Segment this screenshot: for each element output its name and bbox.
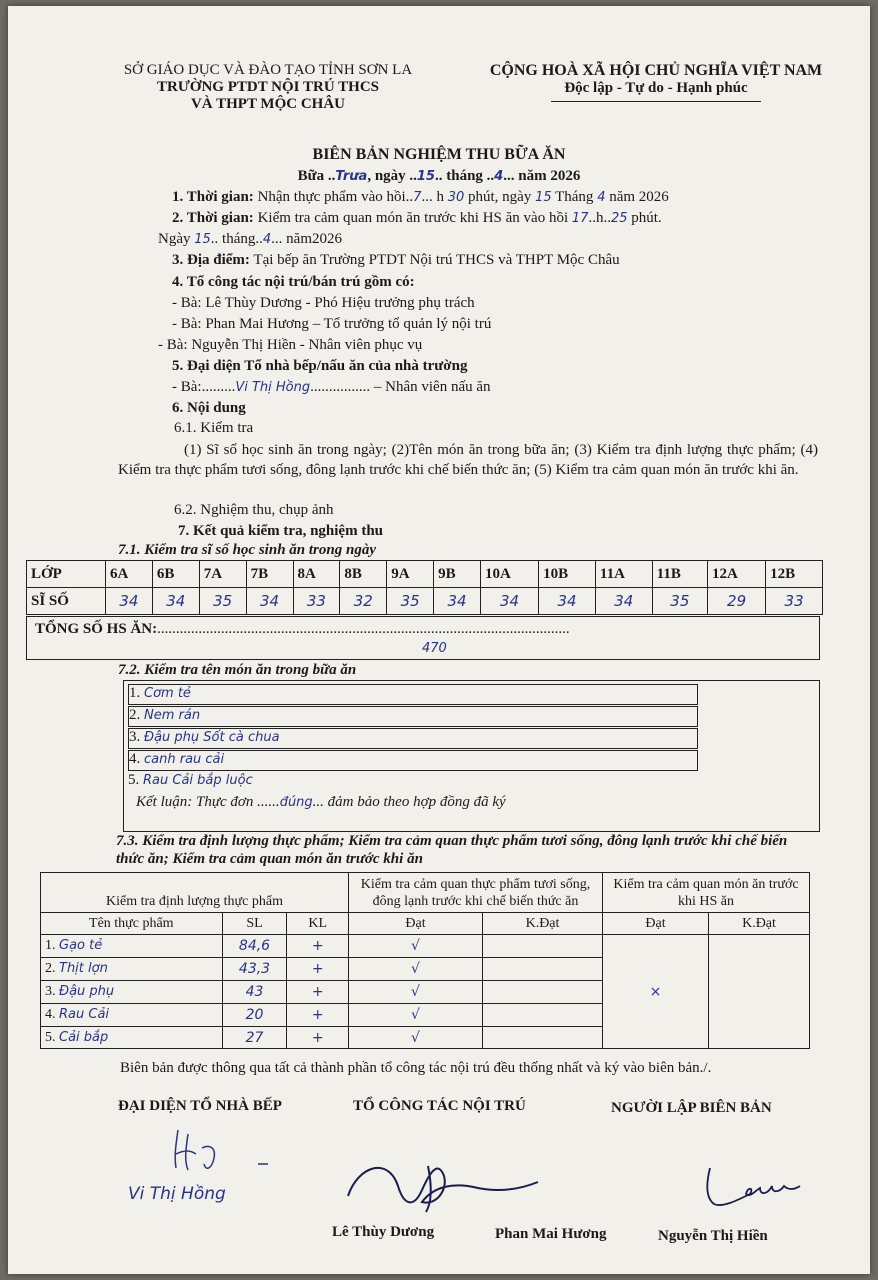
count-cell: 34 [246,588,293,615]
section-5-label: 5. Đại diện Tổ nhà bếp/nấu ăn của nhà trường [172,358,468,374]
food-row [41,935,810,958]
food-kl: + [287,1027,349,1049]
count-cell: 29 [708,588,766,615]
section-1-day: 15 [535,190,552,205]
document-page [8,6,870,1274]
member-3: - Bà: Nguyễn Thị Hiền - Nhân viên phục vụ [158,337,423,353]
food-kdat [483,1027,603,1049]
recorder-sign-title: NGƯỜI LẬP BIÊN BẢN [611,1100,772,1116]
class-cell: 9B [434,561,481,588]
dish-item [128,750,698,771]
count-cell: 34 [152,588,199,615]
food-name-cell [41,981,223,1004]
food-dat: √ [349,1004,483,1027]
food-kl: + [287,1004,349,1027]
siso-label: SĨ SỐ [27,588,106,615]
food-name: Cải bắp [59,1029,109,1045]
food-sl: 43,3 [222,958,287,981]
class-cell: 7B [246,561,293,588]
food-num: 1. [45,938,56,953]
section-2-t3: phút. [627,210,662,226]
class-cell: 10A [481,561,539,588]
section-2-date-c: ... năm2026 [271,231,342,247]
food-name: Gạo tẻ [59,938,103,953]
dish-item [128,728,698,749]
class-cell: 12B [766,561,823,588]
table-7-2-title: 7.2. Kiểm tra tên món ăn trong bữa ăn [118,662,357,678]
section-2-t2: ..h.. [588,210,611,226]
dish-item [128,772,698,791]
dishes-box [123,680,820,832]
col-kdat: K.Đạt [483,913,603,935]
section-2-month: 4 [262,232,272,247]
school-name-line-2: VÀ THPT MỘC CHÂU [190,96,346,112]
food-dat: √ [349,958,483,981]
table-7-1-title: 7.1. Kiểm tra sĩ số học sinh ăn trong ngày [118,542,376,558]
recorder-signer: Nguyễn Thị Hiền [658,1228,768,1244]
dish-item [128,706,698,727]
food-num: 2. [45,961,56,976]
meal-head: Kiểm tra cảm quan món ăn trước khi HS ăn [603,873,810,913]
section-1-min: 30 [447,190,465,205]
meal-date-line [8,168,870,185]
member-1: - Bà: Lê Thùy Dương - Phó Hiệu trưởng phụ trách [172,295,475,311]
kitchen-sign-title: ĐẠI DIỆN TỔ NHÀ BẾP [118,1098,282,1114]
section-1-text: Nhận thực phẩm vào hồi.. [253,189,414,205]
food-num: 5. [45,1029,56,1045]
kitchen-rep-pre: - Bà:......... [172,379,236,395]
section-2-label: 2. Thời gian: [172,210,254,226]
col-dat-2: Đạt [603,913,709,935]
national-title: CỘNG HOÀ XÃ HỘI CHỦ NGHĨA VIỆT NAM [489,62,823,79]
conclusion-post: ... đảm bảo theo hợp đồng đã ký [312,794,506,810]
conclusion-value: đúng [279,795,313,810]
recorder-signature-mark [698,1164,808,1214]
section-2-text: Kiểm tra cảm quan món ăn trước khi HS ăn vào hồi [253,210,572,226]
count-cell: 32 [340,588,387,615]
dish-num: 2. [129,707,141,723]
section-6-label: 6. Nội dung [172,400,246,416]
dish-name: Rau Cải bắp luộc [143,773,253,788]
count-cell: 35 [199,588,246,615]
dishes-list [128,684,698,791]
dish-name: Nem rán [144,708,201,723]
food-head-row-2 [41,913,810,935]
meal-mid2: .. tháng .. [435,168,495,184]
total-label [35,621,570,638]
food-kdat [483,935,603,958]
class-cell: 8A [293,561,340,588]
count-cell: 34 [481,588,539,615]
food-kl: + [287,981,349,1004]
national-motto: Độc lập - Tự do - Hạnh phúc [564,80,748,96]
menu-conclusion [136,794,506,811]
food-name-cell [41,1004,223,1027]
food-name-cell [41,958,223,981]
section-2 [172,210,662,227]
class-cell: 7A [199,561,246,588]
class-cell: 11A [595,561,652,588]
count-cell: 35 [387,588,434,615]
dish-name: Đậu phụ Sốt cà chua [144,730,280,745]
col-dat: Đạt [349,913,483,935]
section-2-min: 25 [610,211,628,226]
count-cell: 34 [539,588,596,615]
food-num: 4. [45,1007,56,1022]
agency-header [108,62,428,113]
document-title: BIÊN BẢN NGHIỆM THU BỮA ĂN [312,146,566,163]
food-name: Rau Cải [59,1007,110,1022]
class-cell: 6A [106,561,153,588]
qty-head: Kiểm tra định lượng thực phẩm [41,873,349,913]
food-kdat [483,1004,603,1027]
col-kdat-2: K.Đạt [709,913,810,935]
col-name: Tên thực phẩm [41,913,223,935]
section-6-2: 6.2. Nghiệm thu, chụp ảnh [174,502,334,518]
count-cell: 34 [595,588,652,615]
food-sl: 20 [222,1004,287,1027]
total-dots: .............................................................................................................. [157,621,570,637]
dish-item [128,684,698,705]
committee-sign-title: TỔ CÔNG TÁC NỘI TRÚ [353,1098,526,1114]
section-1-t2: ... h [421,189,448,205]
dish-name: canh rau cải [144,752,225,767]
dish-num: 1. [129,685,141,701]
food-head-row-1 [41,873,810,913]
class-cell: 8B [340,561,387,588]
count-cell: 34 [434,588,481,615]
count-cell: 35 [652,588,707,615]
agency-line: SỞ GIÁO DỤC VÀ ĐÀO TẠO TỈNH SƠN LA [123,62,413,78]
col-kl: KL [287,913,349,935]
food-sl: 27 [222,1027,287,1049]
class-cell: 9A [387,561,434,588]
section-2-date [158,231,342,248]
meal-name: Trưa [335,169,368,184]
dish-name: Cơm tẻ [144,686,191,701]
food-name: Đậu phụ [59,984,115,999]
final-dat: × [603,935,709,1049]
final-kdat [709,935,810,1049]
col-sl: SL [222,913,287,935]
section-1-t5: năm 2026 [605,189,669,205]
section-6-1: 6.1. Kiểm tra [174,420,254,436]
section-3-text: Tại bếp ăn Trường PTDT Nội trú THCS và THPT Mộc Châu [249,252,620,268]
section-1-label: 1. Thời gian: [172,189,254,205]
table-7-3-title: 7.3. Kiểm tra định lượng thực phẩm; Kiểm tra cảm quan thực phẩm tươi sống, đông lạnh trước khi chế biến thức ăn; Kiểm tra cảm quan món ăn trước khi ăn [116,833,788,867]
meal-day: 15 [416,169,435,184]
class-cell: 12A [708,561,766,588]
committee-signature-mark [338,1146,558,1226]
member-2: - Bà: Phan Mai Hương – Tổ trưởng tổ quản lý nội trú [172,316,492,332]
conclusion-pre: Kết luận: Thực đơn ...... [136,794,280,810]
section-3-label: 3. Địa điểm: [172,252,250,268]
attendance-table [26,560,823,615]
kitchen-signature-mark [158,1124,278,1174]
dish-num: 3. [129,729,141,745]
food-kdat [483,958,603,981]
section-7-label: 7. Kết quả kiểm tra, nghiệm thu [178,523,384,539]
food-sl: 43 [222,981,287,1004]
class-cell: 6B [152,561,199,588]
lop-label: LỚP [27,561,106,588]
kitchen-signer-name: Vi Thị Hồng [128,1184,226,1204]
food-dat: √ [349,935,483,958]
committee-signer-2: Phan Mai Hương [495,1226,607,1242]
dish-num: 5. [128,772,140,788]
section-1-hour: 7 [413,190,422,205]
kitchen-rep-name: Vi Thị Hồng [235,380,311,395]
section-1-t4: Tháng [551,189,598,205]
food-dat: √ [349,1027,483,1049]
food-name-cell [41,1027,223,1049]
closing-statement: Biên bản được thông qua tất cả thành phần tổ công tác nội trú đều thống nhất và ký vào biên bản./. [120,1060,712,1076]
food-sl: 84,6 [222,935,287,958]
meal-pre: Bữa .. [297,168,336,184]
section-2-hour: 17 [571,211,589,226]
section-3 [172,252,620,269]
section-2-day: 15 [194,232,211,247]
meal-mid1: , ngày .. [367,168,417,184]
class-cell: 11B [652,561,707,588]
food-dat: √ [349,981,483,1004]
total-box [26,616,820,660]
kitchen-rep-post: ................ – Nhân viên nấu ăn [310,379,491,395]
section-2-date-a: Ngày [158,231,195,247]
section-1 [172,189,669,206]
section-4-label: 4. Tổ công tác nội trú/bán trú gồm có: [172,274,415,290]
count-row [27,588,823,615]
section-1-month: 4 [597,190,606,205]
count-cell: 33 [293,588,340,615]
food-name-cell [41,935,223,958]
food-kdat [483,981,603,1004]
meal-month: 4 [494,169,504,184]
class-cell: 10B [539,561,596,588]
kitchen-rep-line [172,379,491,396]
food-check-table [40,872,810,1049]
motto-underline [551,101,761,102]
food-num: 3. [45,984,56,999]
class-row [27,561,823,588]
national-header [466,62,846,102]
committee-signer-1: Lê Thùy Dương [332,1224,435,1240]
count-cell: 34 [106,588,153,615]
total-label-text: TỔNG SỐ HS ĂN: [35,621,158,637]
section-1-t3: phút, ngày [464,189,536,205]
dish-num: 4. [129,751,141,767]
fresh-head: Kiểm tra cảm quan thực phẩm tươi sống, đông lạnh trước khi chế biến thức ăn [349,873,603,913]
total-value: 470 [422,641,447,656]
section-6-paragraph: (1) Sĩ số học sinh ăn trong ngày; (2)Tên món ăn trong bữa ăn; (3) Kiểm tra định lượng thực phẩm; (4) Kiểm tra thực phẩm tươi sống, đông lạnh trước khi chế biến thức ăn; (5) Kiểm tra cảm quan món ăn trước khi ăn. [118,442,818,478]
meal-post: ... năm 2026 [503,168,581,184]
food-name: Thịt lợn [59,961,108,976]
food-kl: + [287,958,349,981]
count-cell: 33 [766,588,823,615]
school-name-line-1: TRƯỜNG PTDT NỘI TRÚ THCS [157,79,379,95]
food-kl: + [287,935,349,958]
section-2-date-b: .. tháng.. [210,231,263,247]
